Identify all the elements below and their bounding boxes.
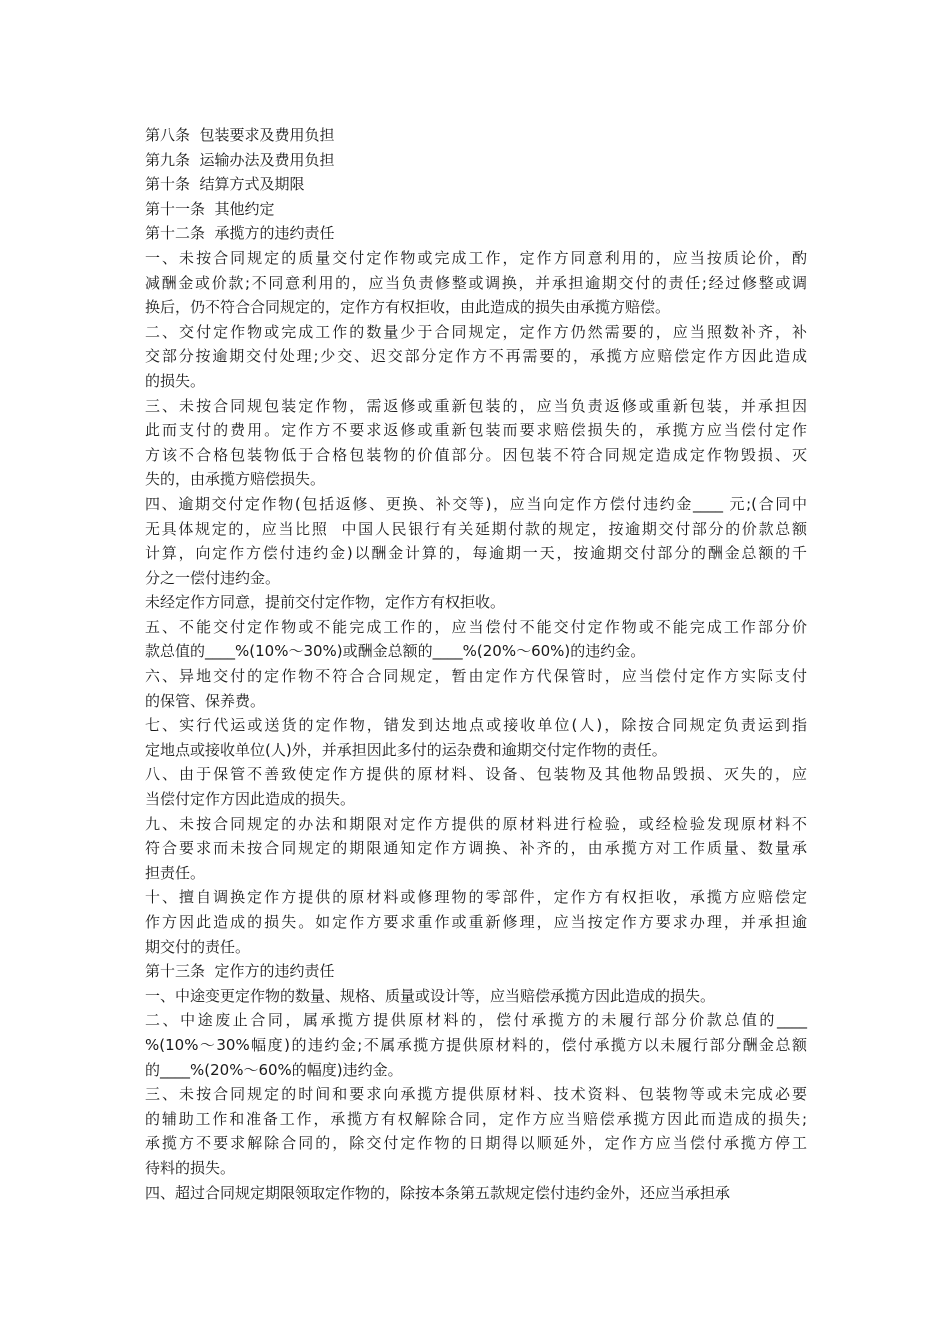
text-line: 未经定作方同意，提前交付定作物，定作方有权拒收。 — [145, 593, 506, 612]
paragraph — [145, 1181, 807, 1206]
text-line: 十、擅自调换定作方提供的原材料或修理物的零部件，定作方有权拒收，承揽方应赔偿定 — [145, 888, 807, 907]
paragraph — [145, 664, 807, 713]
text-line: 换后，仍不符合合同规定的，定作方有权拒收，由此造成的损失由承揽方赔偿。 — [145, 298, 671, 317]
paragraph — [145, 885, 807, 959]
text-line: 九、未按合同规定的办法和期限对定作方提供的原材料进行检验，或经检验发现原材料不 — [145, 814, 807, 833]
text-line: 第十二条 承揽方的违约责任 — [145, 224, 335, 243]
paragraph — [145, 197, 807, 222]
text-line: 符合要求而未按合同规定的期限通知定作方调换、补齐的，由承揽方对工作质量、数量承 — [145, 839, 807, 858]
paragraph — [145, 959, 807, 984]
text-line: %(10%～30%幅度)的违约金;不属承揽方提供原材料的，偿付承揽方以未履行部分酬金总额 — [145, 1035, 807, 1054]
paragraph — [145, 1008, 807, 1082]
text-line: 分之一偿付违约金。 — [145, 568, 281, 587]
text-line: 二、中途废止合同，属承揽方提供原材料的，偿付承揽方的未履行部分价款总值的____ — [145, 1011, 807, 1030]
text-line: 六、异地交付的定作物不符合合同规定，暂由定作方代保管时，应当偿付定作方实际支付 — [145, 667, 807, 686]
paragraph — [145, 148, 807, 173]
text-line: 的保管、保养费。 — [145, 691, 266, 710]
text-line: 方该不合格包装物低于合格包装物的价值部分。因包装不符合同规定造成定作物毁损、灭 — [145, 445, 807, 464]
text-line: 第十一条 其他约定 — [145, 199, 275, 218]
text-line: 第九条 运输办法及费用负担 — [145, 150, 335, 169]
text-line: 一、中途变更定作物的数量、规格、质量或设计等，应当赔偿承揽方因此造成的损失。 — [145, 986, 716, 1005]
text-line: 七、实行代运或送货的定作物，错发到达地点或接收单位(人)，除按合同规定负责运到指 — [145, 716, 807, 735]
text-line: 第八条 包装要求及费用负担 — [145, 126, 335, 144]
text-line: 四、超过合同规定期限领取定作物的，除按本条第五款规定偿付违约金外，还应当承担承 — [145, 1183, 731, 1202]
paragraph — [145, 762, 807, 811]
text-line: 减酬金或价款;不同意利用的，应当负责修整或调换，并承担逾期交付的责任;经过修整或调 — [145, 273, 807, 292]
paragraph — [145, 1082, 807, 1180]
text-line: 八、由于保管不善致使定作方提供的原材料、设备、包装物及其他物品毁损、灭失的，应 — [145, 765, 807, 784]
text-line: 二、交付定作物或完成工作的数量少于合同规定，定作方仍然需要的，应当照数补齐，补 — [145, 322, 807, 341]
text-line: 作方因此造成的损失。如定作方要求重作或重新修理，应当按定作方要求办理，并承担逾 — [145, 913, 807, 931]
text-line: 款总值的____%(10%～30%)或酬金总额的____%(20%～60%)的违约金。 — [145, 642, 646, 661]
paragraph — [145, 246, 807, 320]
text-line: 定地点或接收单位(人)外，并承担因此多付的运杂费和逾期交付定作物的责任。 — [145, 740, 667, 759]
paragraph — [145, 615, 807, 664]
paragraph — [145, 984, 807, 1009]
paragraph — [145, 812, 807, 886]
paragraph — [145, 492, 807, 590]
paragraph — [145, 320, 807, 394]
paragraph — [145, 172, 807, 197]
text-line: 期交付的责任。 — [145, 937, 251, 956]
text-line: 此而支付的费用。定作方不要求返修或重新包装而要求赔偿损失的，承揽方应当偿付定作 — [145, 421, 807, 440]
text-line: 当偿付定作方因此造成的损失。 — [145, 790, 356, 809]
text-line: 的损失。 — [145, 371, 206, 390]
text-line: 第十条 结算方式及期限 — [145, 175, 305, 194]
text-line: 第十三条 定作方的违约责任 — [145, 962, 335, 981]
paragraph — [145, 221, 807, 246]
text-line: 无具体规定的，应当比照 中国人民银行有关延期付款的规定，按逾期交付部分的价款总额 — [145, 519, 807, 538]
paragraph — [145, 713, 807, 762]
text-line: 的____%(20%～60%的幅度)违约金。 — [145, 1060, 403, 1079]
text-line: 待料的损失。 — [145, 1158, 236, 1177]
text-line: 担责任。 — [145, 863, 206, 882]
text-line: 三、未按合同规包装定作物，需返修或重新包装的，应当负责返修或重新包装，并承担因 — [145, 396, 807, 415]
paragraph — [145, 394, 807, 492]
document-page — [145, 123, 807, 1205]
text-line: 三、未按合同规定的时间和要求向承揽方提供原材料、技术资料、包装物等或未完成必要 — [145, 1085, 807, 1104]
paragraph — [145, 123, 807, 148]
text-line: 的辅助工作和准备工作，承揽方有权解除合同，定作方应当赔偿承揽方因此而造成的损失; — [145, 1109, 807, 1128]
text-line: 四、逾期交付定作物(包括返修、更换、补交等)，应当向定作方偿付违约金____ 元;(合同中 — [145, 494, 807, 513]
text-line: 一、未按合同规定的质量交付定作物或完成工作，定作方同意利用的，应当按质论价，酌 — [145, 248, 807, 267]
text-line: 五、不能交付定作物或不能完成工作的，应当偿付不能交付定作物或不能完成工作部分价 — [145, 617, 807, 636]
text-line: 失的，由承揽方赔偿损失。 — [145, 470, 326, 489]
text-line: 交部分按逾期交付处理;少交、迟交部分定作方不再需要的，承揽方应赔偿定作方因此造成 — [145, 347, 807, 366]
text-line: 计算，向定作方偿付违约金)以酬金计算的，每逾期一天，按逾期交付部分的酬金总额的千 — [145, 544, 807, 563]
text-line: 承揽方不要求解除合同的，除交付定作物的日期得以顺延外，定作方应当偿付承揽方停工 — [145, 1134, 807, 1153]
paragraph — [145, 590, 807, 615]
